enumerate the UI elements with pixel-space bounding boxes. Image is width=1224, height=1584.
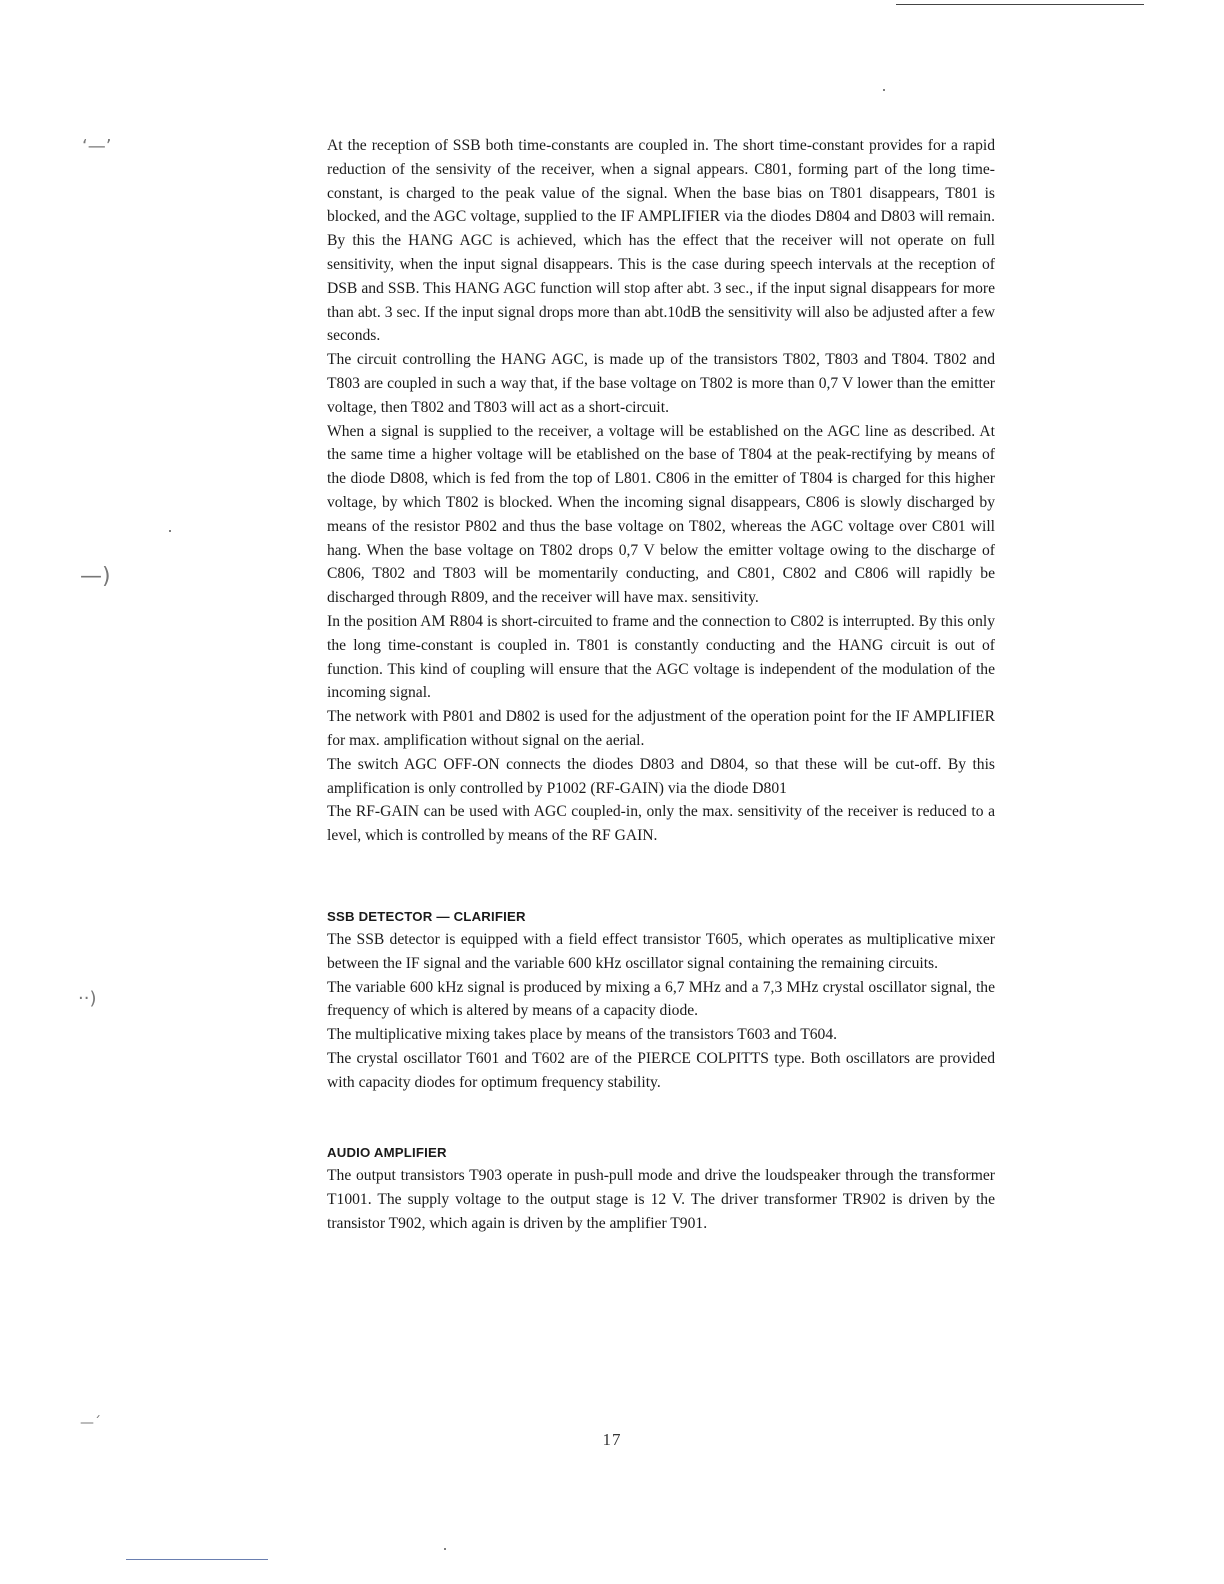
binder-mark-2: —) — [80, 564, 111, 589]
ssb-paragraph-2: The variable 600 kHz signal is produced by mixing a 6,7 MHz and a 7,3 MHz crystal oscillator signal, the frequency of which is altered by means of a capacity diode. — [327, 978, 995, 1020]
ssb-paragraph-1: The SSB detector is equipped with a field effect transistor T605, which operates as multiplicative mixer between the IF signal and the variable 600 kHz oscillator signal containing the remaining circuits. — [327, 930, 995, 972]
audio-amplifier-section — [327, 1142, 995, 1235]
page-content — [327, 134, 995, 1236]
agc-section — [327, 134, 995, 848]
audio-paragraph-1: The output transistors T903 operate in push-pull mode and drive the loudspeaker through the transformer T1001. The supply voltage to the output stage is 12 V. The driver transformer TR902 is driven by the transistor T902, which again is driven by the amplifier T901. — [327, 1167, 995, 1233]
binder-mark-3: ··) — [78, 988, 97, 1009]
agc-paragraph-2: The circuit controlling the HANG AGC, is made up of the transistors T802, T803 and T804. T802 and T803 are coupled in such a way that, if the base voltage on T802 is more than 0,7 V lower than the emitter voltage, then T802 and T803 will act as a short-circuit. — [327, 351, 995, 416]
binder-mark-1: ‘—’ — [82, 136, 112, 157]
agc-paragraph-6: The switch AGC OFF-ON connects the diodes D803 and D804, so that these will be cut-off. By this amplification is only controlled by P1002 (RF-GAIN) via the diode D801 — [327, 755, 995, 797]
ssb-paragraph-3: The multiplicative mixing takes place by means of the transistors T603 and T604. — [327, 1026, 838, 1044]
audio-amplifier-heading: AUDIO AMPLIFIER — [327, 1145, 447, 1161]
top-rule — [896, 4, 1144, 5]
bottom-rule — [126, 1559, 268, 1560]
agc-paragraph-5: The network with P801 and D802 is used for the adjustment of the operation point for the IF AMPLIFIER for max. amplification without signal on the aerial. — [327, 708, 995, 749]
speck — [169, 530, 171, 532]
page-number: 17 — [602, 1430, 622, 1449]
ssb-detector-section — [327, 906, 995, 1095]
speck — [444, 1548, 446, 1550]
binder-mark-4: —´ — [80, 1415, 101, 1431]
agc-paragraph-4: In the position AM R804 is short-circuited to frame and the connection to C802 is interrupted. By this only the long time-constant is coupled in. T801 is constantly conducting and the HANG circuit is out of function. This kind of coupling will ensure that the AGC voltage is independent of the modulation of the incoming signal. — [327, 612, 995, 702]
agc-paragraph-1: At the reception of SSB both time-constants are coupled in. The short time-constant provides for a rapid reduction of the sensivity of the receiver, when a signal appears. C801, forming part of the long time-constant, is charged to the peak value of the signal. When the base bias on T801 disappears, T801 is blocked, and the AGC voltage, supplied to the IF AMPLIFIER via the diodes D804 and D803 will remain. By this the HANG AGC is achieved, which has the effect that the receiver will not operate on full sensitivity, when the input signal disappears. This is the case during speech intervals at the reception of DSB and SSB. This HANG AGC function will stop after abt. 3 sec., if the input signal disappears for more than abt. 3 sec. If the input signal drops more than abt.10dB the sensitivity will also be adjusted after a few seconds. — [327, 137, 995, 345]
agc-paragraph-3: When a signal is supplied to the receiver, a voltage will be established on the AGC line as described. At the same time a higher voltage will be etablished on the base of T804 at the peak-rectifying by means of the diode D808, which is fed from the top of L801. C806 in the emitter of T804 is charged for this higher voltage, by which T802 is blocked. When the incoming signal disappears, C806 is slowly discharged by means of the resistor P802 and thus the base voltage on T802, whereas the AGC voltage over C801 will hang. When the base voltage on T802 drops 0,7 V below the emitter voltage owing to the discharge of C806, T802 and T803 will be momentarily conducting, and C801, C802 and C806 will rapidly be discharged through R809, and the receiver will have max. sensitivity. — [327, 422, 995, 607]
agc-paragraph-7: The RF-GAIN can be used with AGC coupled-in, only the max. sensitivity of the receiver is reduced to a level, which is controlled by means of the RF GAIN. — [327, 803, 995, 845]
ssb-paragraph-4: The crystal oscillator T601 and T602 are of the PIERCE COLPITTS type. Both oscillators are provided with capacity diodes for optimum frequency stability. — [327, 1049, 995, 1091]
ssb-detector-heading: SSB DETECTOR — CLARIFIER — [327, 908, 526, 924]
speck — [883, 89, 885, 91]
